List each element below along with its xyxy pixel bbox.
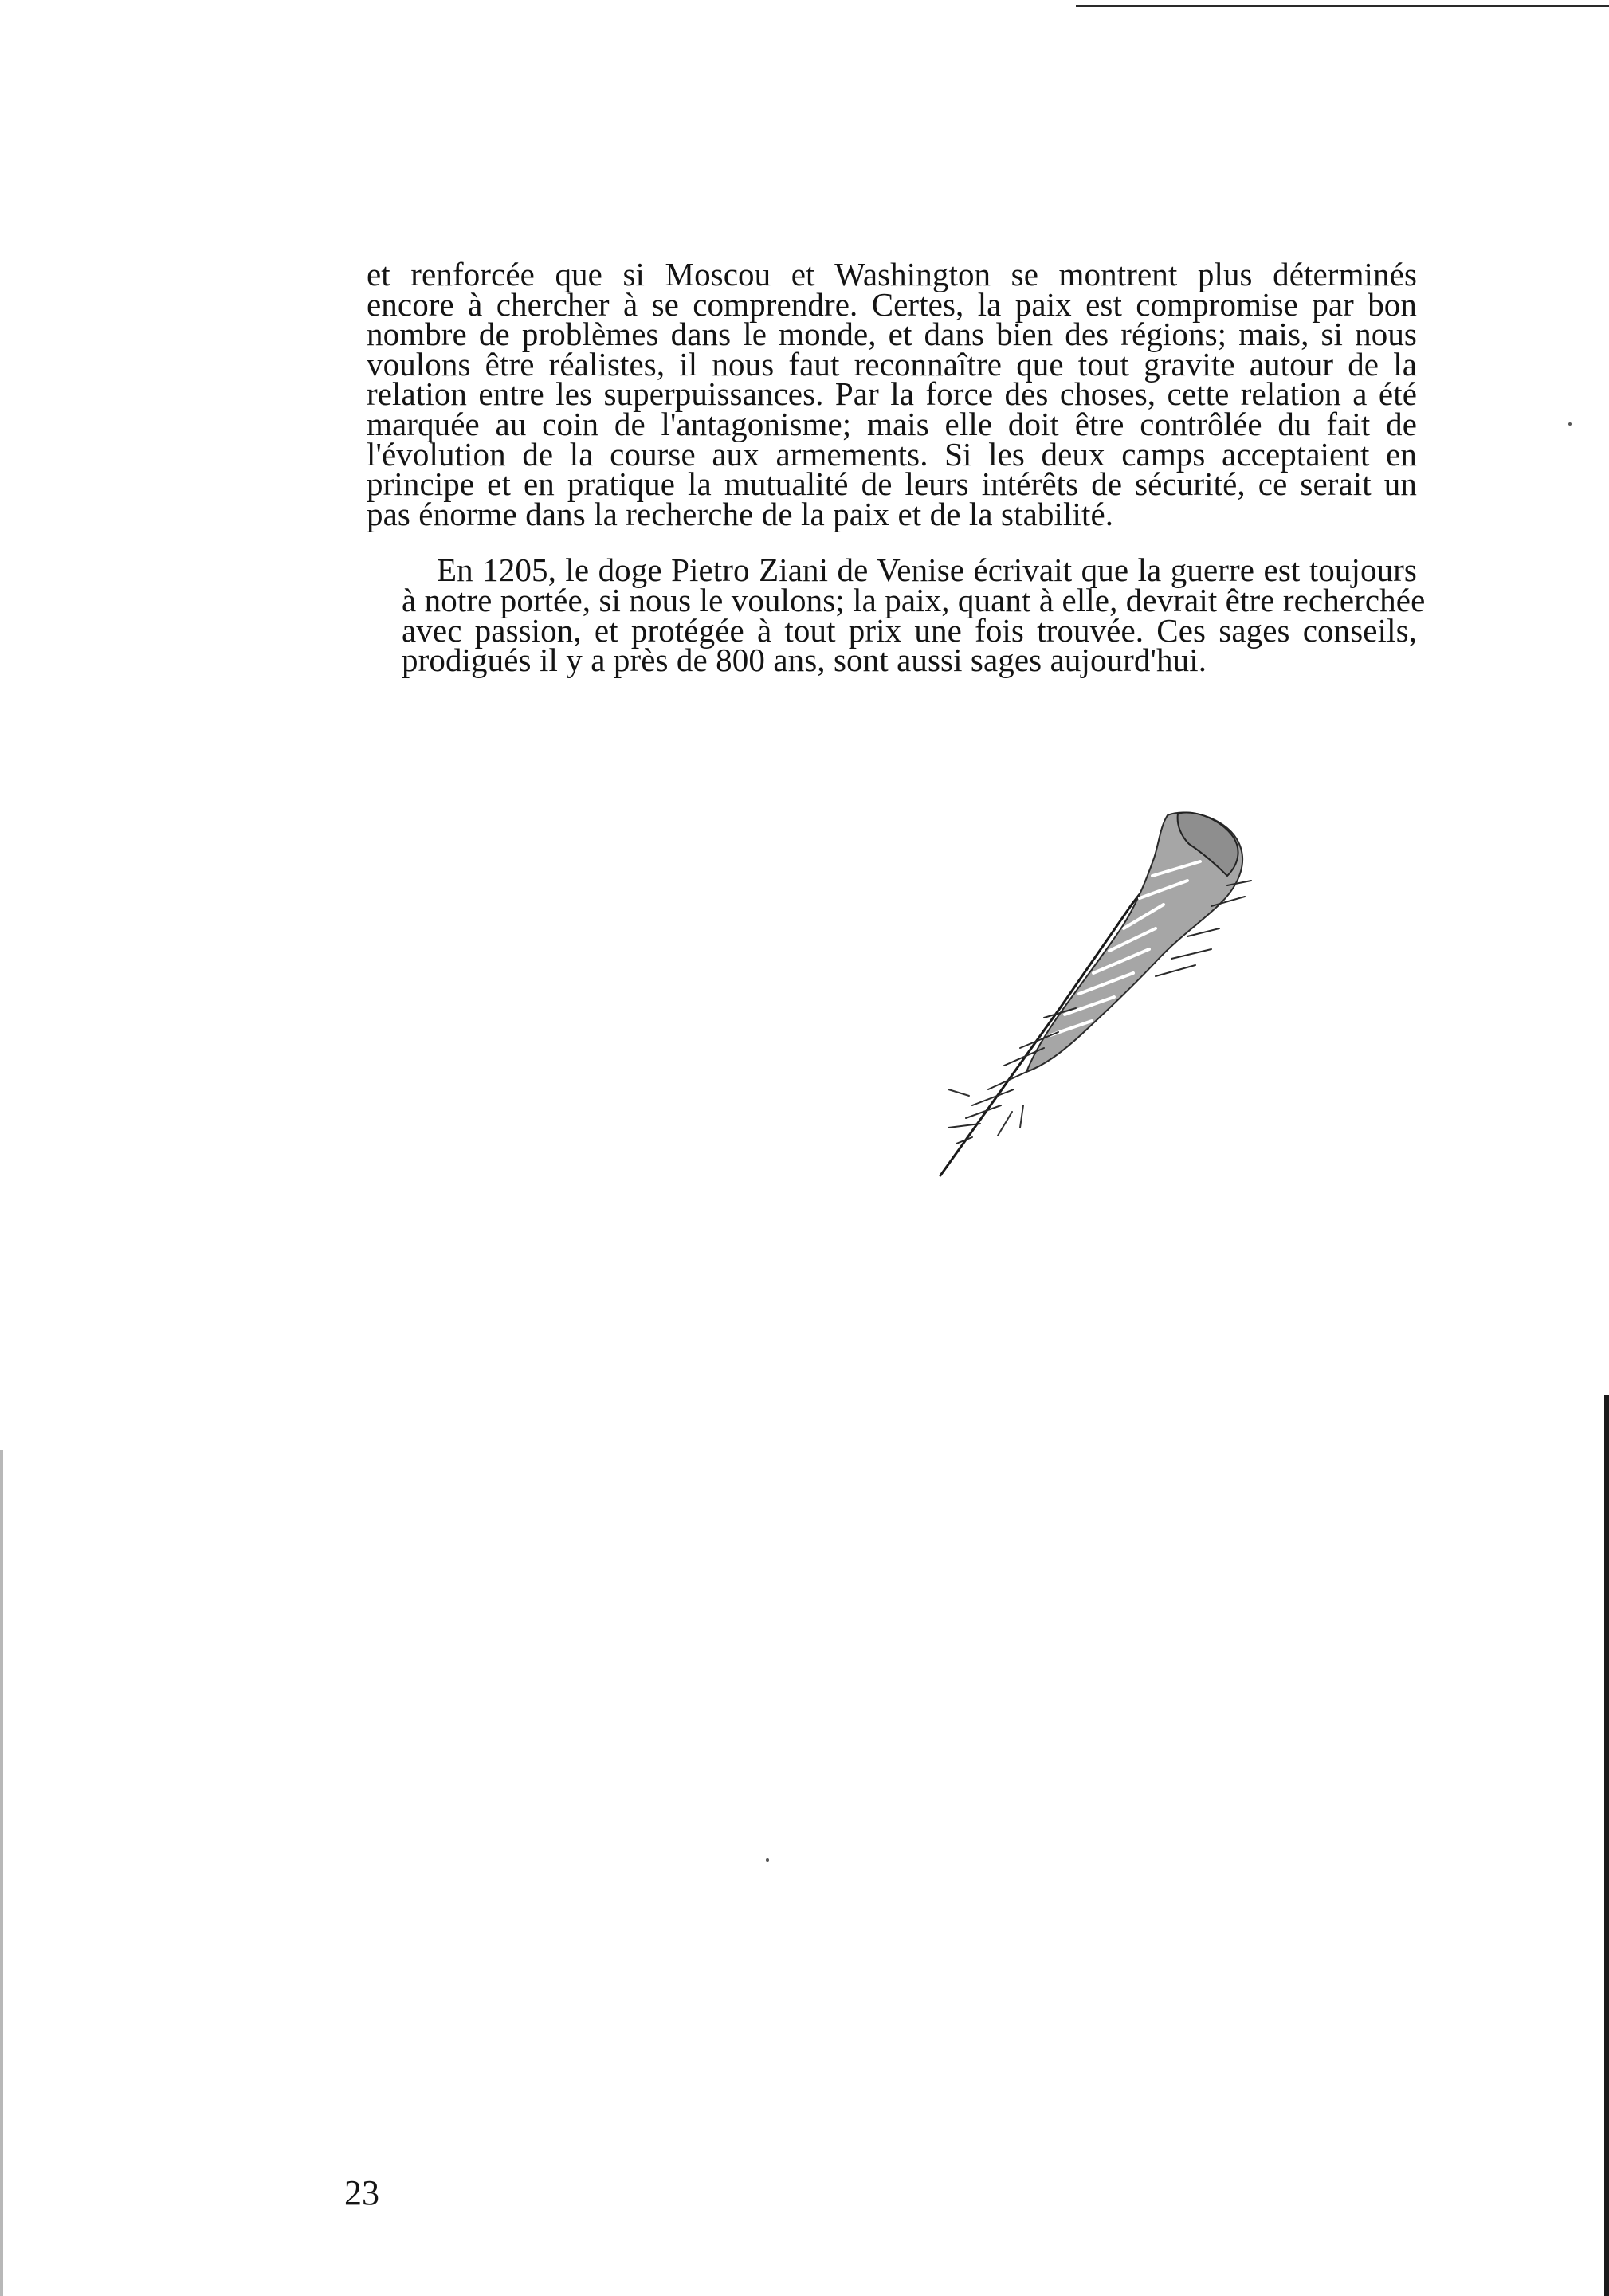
text-line: En 1205, le doge Pietro Ziani de Venise écrivait que la guerre est toujours xyxy=(437,551,1417,589)
text-line: prodigués il y a près de 800 ans, sont aussi sages aujourd'hui. xyxy=(402,642,1207,679)
scan-left-edge xyxy=(0,1450,3,2296)
paragraph-1 xyxy=(367,256,1417,532)
page-number: 23 xyxy=(344,2173,379,2212)
paragraph-2 xyxy=(367,551,1426,679)
scan-right-edge xyxy=(1604,1395,1609,2296)
quill-feather-icon xyxy=(924,809,1259,1187)
text-line: et renforcée que si Moscou et Washington se montrent plus déterminés xyxy=(367,256,1417,292)
text-line: voulons être réalistes, il nous faut reconnaître que tout gravite autour de la xyxy=(367,345,1417,383)
text-line: encore à chercher à se comprendre. Certes, la paix est compromise par bon xyxy=(367,285,1417,323)
text-line: relation entre les superpuissances. Par la force des choses, cette relation a été xyxy=(367,375,1417,413)
text-line: nombre de problèmes dans le monde, et dans bien des régions; mais, si nous xyxy=(367,316,1417,353)
text-line: principe et en pratique la mutualité de leurs intérêts de sécurité, ce serait un xyxy=(367,465,1417,503)
body-text xyxy=(367,256,1426,679)
text-line: avec passion, et protégée à tout prix une fois trouvée. Ces sages conseils, xyxy=(402,611,1417,649)
text-line: l'évolution de la course aux armements. Si les deux camps acceptaient en xyxy=(367,435,1417,473)
scan-top-rule xyxy=(1076,5,1609,7)
text-line: à notre portée, si nous le voulons; la paix, quant à elle, devrait être recherchée xyxy=(402,581,1426,618)
text-line: marquée au coin de l'antagonisme; mais elle doit être contrôlée du fait de xyxy=(367,405,1417,442)
text-line: pas énorme dans la recherche de la paix et de la stabilité. xyxy=(367,495,1114,532)
